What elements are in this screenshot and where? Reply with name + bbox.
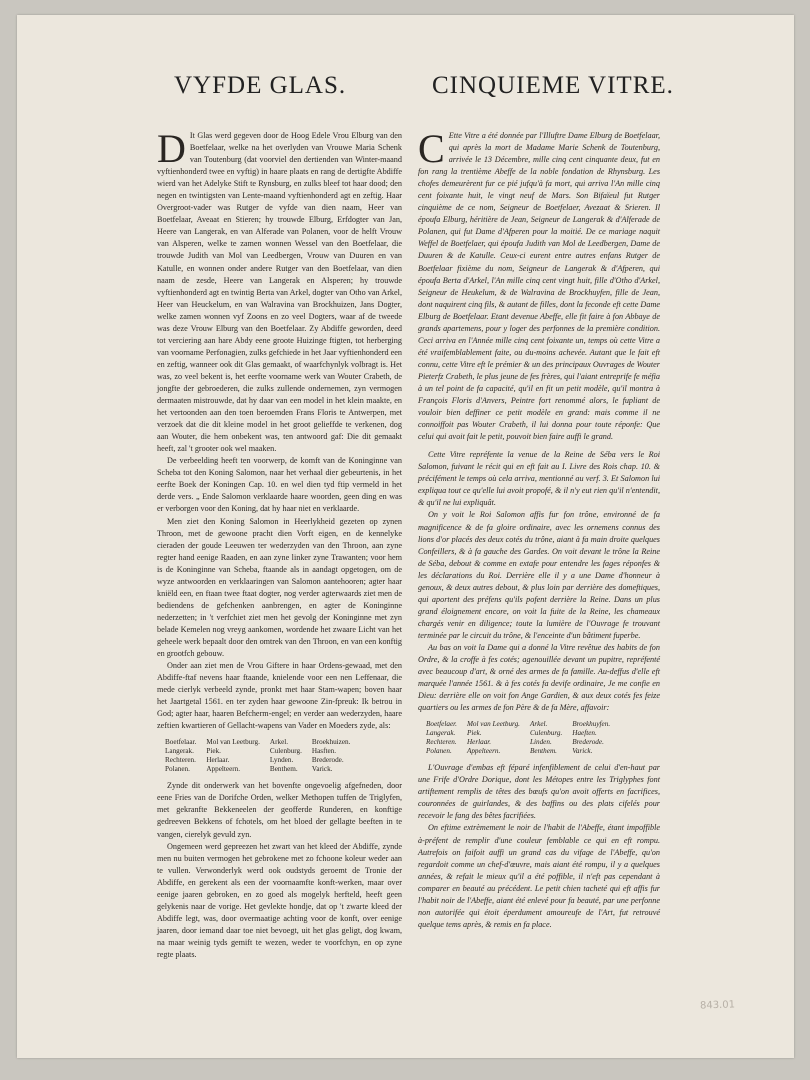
- table-cell: Benthem.: [269, 765, 298, 774]
- paragraph: Ette Vitre a été donnée par l'Illuftre Dame Elburg de Boetfelaar, qui après la mort de Madame Marie Schenk de Toutenburg, arrivée le 13 Décembre, mille cinq cent cinquante deux, fut en fon rang la trentième Abeffe de la noble fondation de Rhynsburg. Les chofes demeurèrent fur ce pié jufqu'à fa mort, qui arriva l'An mille cinq cent foixante huit, le vingt neuf de Mars. Son Bifaïeul fut Rutger cinquième de ce nom, Seigneur de Boetfelaer, Avezaat & Srieren. Il époufa Elburg, héritière de Jean, Seigneur de Langerak & d'Alferade de Polanen, qui fut Dame d'Afperen pour la moitié. De ce mariage naquit Weffel de Boetfelaer, qui époufa Judith van Mol de Leedbergen, Dame de Duuren & de Katulle. Ceux-ci eurent entre autres enfans Rutger de Boetfelaar fixième du nom, Seigneur de Langerak & d'Afperen, qui époufa Berta d'Arkel, l'An mille cinq cent vingt huit, fille d'Otho d'Arkel, Seigneur de Heukelum, & de Walravina de Brockhuyfen, fille de Jean, dont naquirent cinq fils, & autant de filles, dont la feconde eft cette Dame Elburg de Boetfelaar. Etant devenue Abeffe, elle fit faire à fon Abbaye de grands apartemens, pour y loger des perfonnes de la première condition. Ceci arriva en l'Année mille cinq cent foixante un, temps où cette Vitre a été vraifemblablement faite, ou du-moins achevée. Autant que le fait eft connu, cette Vitre eft le prémier & un des principaux Ouvrages de Wouter Pieterfz Crabeth, le plus jeune de fes frères, qui l'aiant entreprife fe méfia à un tel point de fa capacité, qu'il en fit un petit modèle, qu'il montra à François Floris d'Anvers, Peintre fort renommé alors, le fupliant de vouloir bien deffiner ce petit modèle en grand: mais comme il ne connoiffoit pas Wouter Crabeth, il lui donna pour toute réponfe: Que celui qui avoit fait le petit, pouvoit bien faire auffi le grand.: [418, 131, 660, 442]
- title-french: CINQUIEME VITRE.: [432, 72, 674, 99]
- paragraph: Au bas on voit la Dame qui a donné la Vitre revêtue des habits de fon Ordre, & la croffe à fes cotés; agenouillée devant un pupitre, repréfenté avec beaucoup d'art, & orné des armes de fa famille. Au-deffus d'elle eft marquée l'année 1561. & à fes cotés fa devife ordinaire, Je me confie en Dieu: derrière elle on voit fon Ange Gardien, & aux deux cotés fes feize quartiers ou les armes de fon Père & de fa Mère, affavoir:: [418, 642, 660, 713]
- table-cell: Arkel.: [529, 720, 548, 729]
- paragraph: On y voit le Roi Salomon affis fur fon trône, environné de fa magnificence & de fa gloire ordinaire, avec les ornemens connus des lions d'or placés des deux cotés du trône, aiant à fa main droite quelques Confeillers, & à fa gauche des Gardes. On voit devant le trône la Reine de Séba, debout & comme en extafe pour entendre les fages réponfes & les déclarations du Roi. Derrière elle il y a une Dame d'honneur à genoux, & deux autres debout, & plus loin par derrière des domeftiques, qui aportent des préfens qu'ils pofent derrière la Reine. Dans un plus grand éloignement encore, on voit la fuite de la Reine, les chameaux chargés venir en diligence; toute la lumière de l'Ouvrage fe trouvant terminée par le circuit du trône, & l'enceinte d'un bâtiment fuperbe.: [418, 510, 660, 640]
- table-cell: Broekhuyfen.: [572, 720, 611, 729]
- table-cell: Appelteern.: [466, 747, 501, 756]
- paragraph: De verbeelding heeft ten voorwerp, de komft van de Koninginne van Scheba tot den Koning Salomon, naar het verhaal dier gebeurtenis, in het eerfte Boek der Koningen Cap. 10. en wel dien tyd ftip vermeld in het derde vers. „ Ende Salomon verklaarde haare woorden, geen ding en was er verborgen voor den Koning, dat hy haar niet en verklaarde.: [157, 456, 402, 514]
- paragraph: Onder aan ziet men de Vrou Giftere in haar Ordens-gewaad, met den Abdiffe-ftaf nevens haar ftaande, knielende voor een nen Leffenaar, die mede cierlyk verbeeld zynde, pronkt met haar Stam-wapen; boven haar het Jaartgetal 1561. en ter zyden haar gewoone Zin-fpreuk: Ik betrou in God; agter haar, haaren Befcherm-engel; en verder aan wederzyden, haare zeftien kwartieren of Gellacht-wapens van Vader en Moeders zyde, als:: [157, 661, 402, 731]
- table-cell: Piek.: [206, 747, 221, 756]
- table-cell: Rechteren.: [426, 738, 457, 747]
- table-cell: Benthem.: [529, 747, 557, 756]
- paragraph: Men ziet den Koning Salomon in Heerlykheid gezeten op zynen Throon, met de gewoone pracht dien Vorft eigen, en de kennelyke cieraden der goude Leeuwen ter wederzyden van den Throon, aan zyne regter hand eenige Raaden, en aan zyne linker zyne Trawanten; voor hem is de Koninginne van Scheba, ftaande als in aandagt opgetogen, om de wyze antwoorden en verklaaringen van Salomon aantehooren; agter haar kniëld een, en ftaan twee ftaat dogter, nog verder agterwaards ziet men de bediendens de gefchenken aanbrengen, en agter de Koninginne nederzetten; in 't verfchiet ziet men het gevolg der Koninginne met zyn belade Kemelen nog vreyg aankomen, wordende het zwaare Licht van het geheele werk bepaalt door den omtrek van den Throon, en van een konftig en grootfch gebouw.: [157, 516, 402, 659]
- table-cell: Haeften.: [572, 729, 597, 738]
- title-dutch: VYFDE GLAS.: [174, 72, 347, 99]
- table-cell: Langerak.: [426, 729, 456, 738]
- dropcap-dutch: D: [157, 126, 186, 171]
- table-cell: Polanen.: [426, 747, 452, 756]
- table-cell: Hasften.: [311, 747, 337, 756]
- paragraph: Cette Vitre repréfente la venue de la Reine de Séba vers le Roi Salomon, fuivant le récit qui en eft fait au I. Livre des Rois chap. 10. & précifément le temps où cela arriva, mentionné au verf. 3. Et Salomon lui expliqua tout ce qu'elle lui avoit propofé, & il n'y eut rien qu'il n'entendit, & qu'il ne lui expliquât.: [418, 450, 660, 508]
- paragraph: It Glas werd gegeven door de Hoog Edele Vrou Elburg van den Boetfelaar, welke na het overlyden van Vrouwe Maria Schenk van Toutenburg (dat voorviel den dertienden van Winter-maand vyftienhonderd twee en vyftig) in haare plaats en rang de dertigfte Abdiffe wierd van het Adelyke Stift te Rynsburg, en zulks bleef tot haar dood; den negen en twintigsten van Lente-maand vyftienhonderd agt en zeftig. Haar Overgroot-vader was Rutger de vyfde van dien naam, Heer van Boetfelaar, Aveaat en Stieren; hy trouwde Elburg, Erfdogter van Jan, Heere van Langerak, en van Alferade van Polanen, voor de helft Vrouw van Alsperen, welke te zamen wonnen Wessel van den Boetfelaar, die trouwde Judith van Mol van Leedbergen, Vrouw van Duuren en van Katulle, en wonnen onder andere Rutger van den Boetfelaar, van dien naam de zesde, Heere van Langerak en Alsperen; hy trouwde vyftienhonderd agt en twintig Berta van Arkel, dogter van Otho van Arkel, Heer van Heuckelum, en van Walravina van Brockhuizen, Jans Dogter, welke zamen wonnen vyf Zoons en zo veel Dogters, waar af de tweede was deze Vrouw Elburg van den Boetfelaar. Zy Abdiffe geworden, deed tot verciering aan hare Abdy eene groote Huizinge ftigten, tot herberging van voorname Perfonagien, zulks gefchiede in het Jaar vyftienhonderd een en zeftig, wanneer ook dit Glas gemaakt, of waarfchynlyk volbragt is. Het was, zo veel bekent is, het eerfte voorname werk van Wouter Crabeth, de jongfte der gebroederen, die zulks zullende ondernemen, zyn vermogen dermaaten mistrouwde, dat hy daar van een model in het klein maakte, en het vertoonden aan den toen beroemden Frans Floris te Antwerpen, met verzoek dat die dit kleine model in het groot gelieffde te verkenen, dog aan Wouter, die hem onbekent was, ten antwoord gaf: Die dit gemaakt heeft, zal 't grooter ook wel maaken.: [157, 131, 402, 454]
- table-cell: Brederode.: [572, 738, 604, 747]
- table-cell: Mol van Leetburg.: [466, 720, 520, 729]
- table-cell: Piek.: [466, 729, 482, 738]
- table-cell: Boetfelaer.: [426, 720, 457, 729]
- french-column: [418, 126, 660, 931]
- quarters-table-french: [426, 720, 620, 756]
- table-cell: Broekhuizen.: [311, 738, 351, 747]
- paragraph: L'Ouvrage d'embas eft féparé infenfiblement de celui d'en-haut par une Frife d'Ordre Dorique, dont les Métopes entre les Triglyphes font artiftement remplis de têtes des bœufs qu'on avoit offerts en facrifices, couronnées de guirlandes, & des baffins ou des plats cifelés pour recevoir le fang des bêtes facrifiées.: [418, 763, 660, 821]
- table-cell: Polanen.: [165, 765, 190, 774]
- table-cell: Appelteern.: [206, 765, 241, 774]
- pencil-note: 843.01: [699, 999, 736, 1012]
- table-cell: Varick.: [572, 747, 593, 756]
- table-cell: Boetfelaar.: [165, 738, 197, 747]
- table-cell: Lynden.: [269, 756, 294, 765]
- table-cell: Herlaar.: [206, 756, 230, 765]
- paragraph: On eftime extrèmement le noir de l'habit de l'Abeffe, étant impoffible à-préfent de remplir d'une couleur femblable ce qui en eft rompu. Autrefois on faifoit auffi un grand cas du vifage de l'Abeffe, qu'on regardoit comme un chef-d'œuvre, mais aiant été rompu, il y a quelques années, & refait le mieux qu'il a été poffible, il n'eft pas cependant à comparer en beauté au précédent. Le petit chien tacheté qui eft affis fur l'habit noir de l'Abeffe, aiant été enlevé pour fa beauté, par une perfonne non autorifée qui étoit éperdument amoureufe de l'Art, fut retrouvé quelque tems après, & remis en fa place.: [418, 823, 660, 929]
- dropcap-french: C: [418, 126, 445, 171]
- table-cell: Brederode.: [311, 756, 344, 765]
- table-cell: Culenburg.: [529, 729, 563, 738]
- quarters-table-dutch: [165, 738, 360, 774]
- table-cell: Arkel.: [269, 738, 289, 747]
- paragraph: Zynde dit onderwerk van het bovenfte ongevoelig afgefneden, door eene Fries van de Dorifche Orden, welker Methopen tuffen de Triglyfen, met gekranfte Bekkeneelen der geofferde Runderen, en konftige gedreeven Bekkens of fchotels, om het bloed der gellagte beeften in te vangen, cierelyk gevuld zyn.: [157, 781, 402, 839]
- table-cell: Mol van Leetburg.: [206, 738, 260, 747]
- table-cell: Varick.: [311, 765, 333, 774]
- table-cell: Culenburg.: [269, 747, 302, 756]
- paper-sheet: [17, 15, 794, 1058]
- table-cell: Rechteren.: [165, 756, 196, 765]
- table-cell: Herlaar.: [466, 738, 492, 747]
- table-cell: Linden.: [529, 738, 552, 747]
- dutch-column: [157, 126, 402, 961]
- paragraph: Ongemeen werd gepreezen het zwart van het kleed der Abdiffe, zynde men nu buiten vermogen het gebrokene met zo fchoone koleur weder aan te vullen. Verwonderlyk werd ook oudstyds geroemt de Tronie der Abdiffe, en gerekent als een der voornaamfte konft-werken, maar over eenige jaaren gebroken, en zo goed als mogelyk herfteld, heeft geen gelykenis naar de vorige. Het gevlekte hondje, dat op 't zwarte kleed der Abdiffe legt, was, door overmaatige achting voor de konft, over eenige jaaren, door iemand daar toe niet bevoegt, uit het glas geligt, dog kwam, na maar weinig tyds gemift te wezen, weder te voorfchyn, en op zyne regte plaats.: [157, 841, 402, 959]
- table-cell: Langerak.: [165, 747, 194, 756]
